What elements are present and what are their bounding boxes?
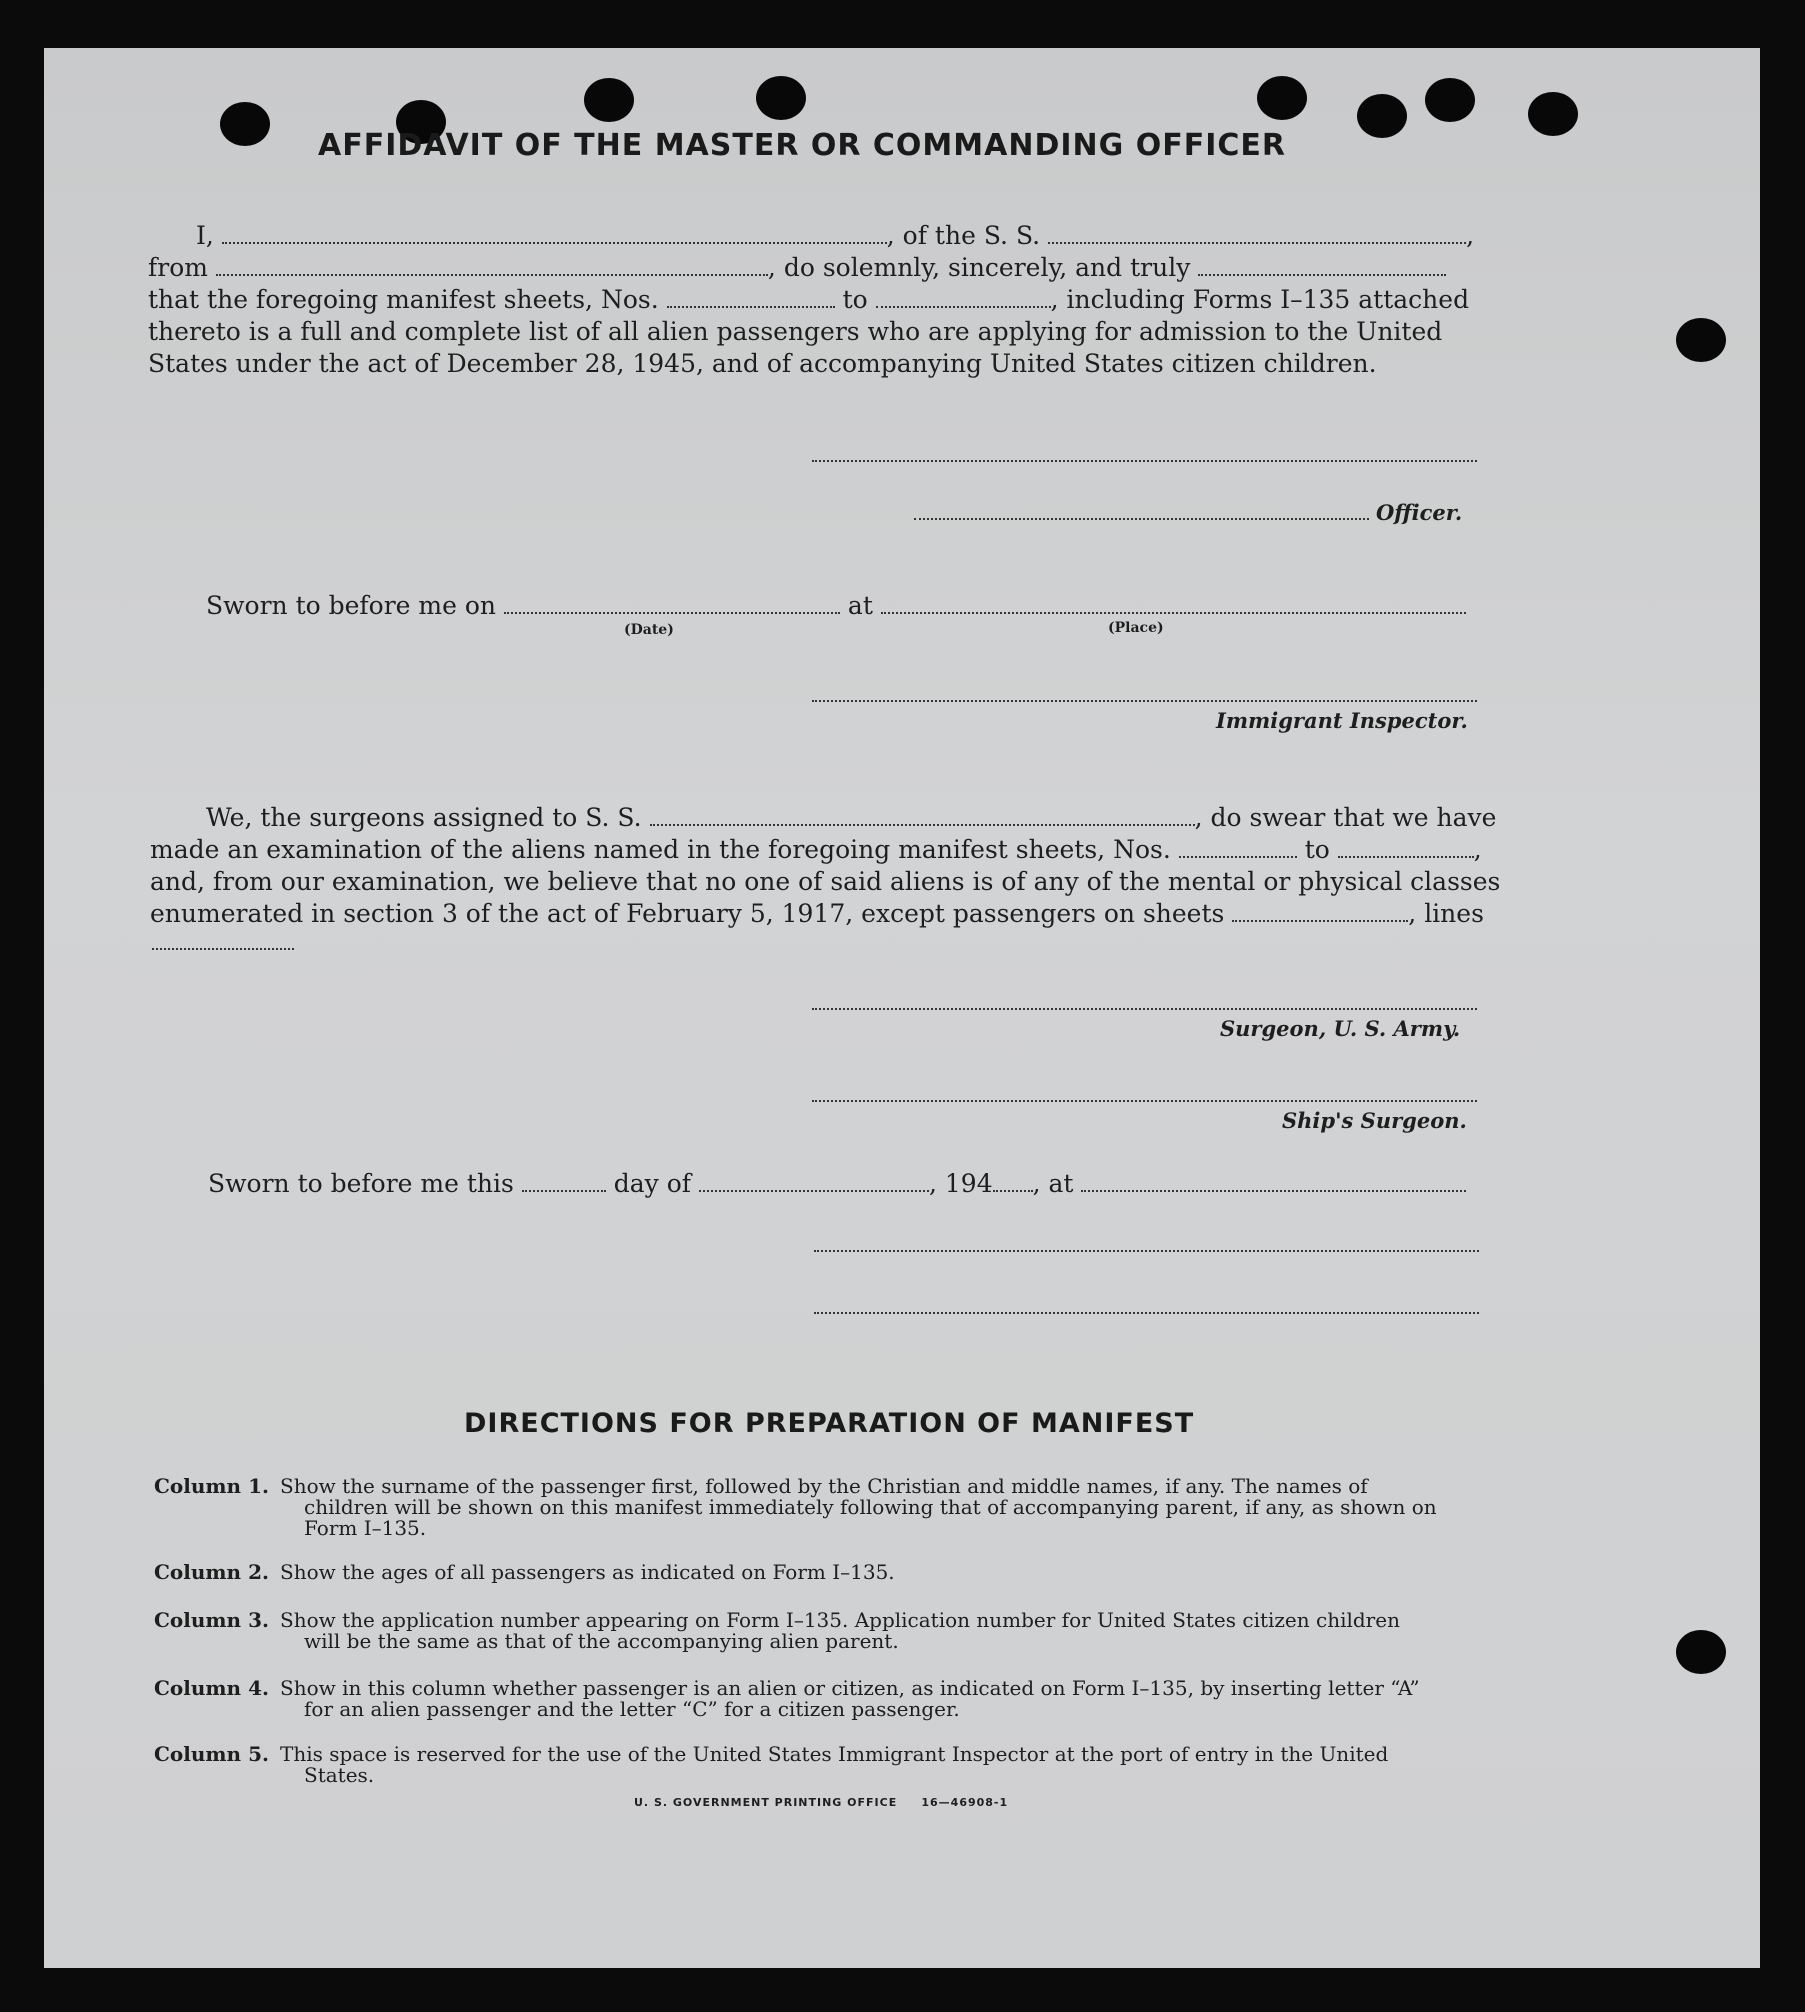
affidavit-title: AFFIDAVIT OF THE MASTER OR COMMANDING OFFICER: [318, 128, 1286, 163]
directions-title: DIRECTIONS FOR PREPARATION OF MANIFEST: [464, 1408, 1195, 1439]
punch-hole: [756, 76, 806, 120]
column-3-text: Show the application number appearing on Form I–135. Application number for United States citizen children will be the same as that of the accompanying alien parent.: [280, 1608, 1400, 1653]
column-4-text: Show in this column whether passenger is an alien or citizen, as indicated on Form I–135, by inserting letter “A” for an alien passenger and the letter “C” for a citizen passenger.: [280, 1676, 1420, 1721]
punch-hole: [1676, 1630, 1726, 1674]
surgeon-ship-blank: [650, 823, 1195, 826]
inspector-caption: Immigrant Inspector.: [1216, 708, 1468, 733]
except-sheets-blank: [1232, 919, 1408, 922]
signature-line: [812, 1100, 1477, 1102]
signature-line: [812, 1008, 1477, 1010]
signature-line: [812, 460, 1477, 462]
location-blank: [1081, 1189, 1466, 1192]
officer-caption: Officer.: [1376, 500, 1463, 525]
affidavit-line-5: States under the act of December 28, 1945, and of accompanying United States citizen children.: [148, 349, 1377, 378]
surgeons-line-4: enumerated in section 3 of the act of February 5, 1917, except passengers on sheets , lines: [150, 899, 1484, 928]
date-caption: (Date): [624, 622, 674, 638]
punch-hole: [1676, 318, 1726, 362]
signature-line: [814, 1312, 1479, 1314]
document-page: [44, 48, 1760, 1968]
punch-hole: [584, 78, 634, 122]
surgeons-line-3: and, from our examination, we believe that no one of said aliens is of any of the mental or physical classes: [150, 867, 1501, 896]
column-2-text: Show the ages of all passengers as indicated on Form I–135.: [280, 1560, 895, 1584]
column-5-label: Column 5.: [154, 1742, 269, 1766]
surgeons-line-1: We, the surgeons assigned to S. S. , do swear that we have: [206, 803, 1497, 832]
sheet-to-blank: [876, 305, 1051, 308]
column-1-label: Column 1.: [154, 1474, 269, 1498]
year-blank: [993, 1189, 1033, 1192]
punch-hole: [1257, 76, 1307, 120]
sheet-from-blank: [667, 305, 835, 308]
column-3-label: Column 3.: [154, 1608, 269, 1632]
surgeons-line-2: made an examination of the aliens named in the foregoing manifest sheets, Nos. to ,: [150, 835, 1482, 864]
signature-line: [812, 700, 1477, 702]
lines-blank: [152, 948, 294, 950]
column-4-label: Column 4.: [154, 1676, 269, 1700]
exam-from-blank: [1179, 855, 1297, 858]
sworn-this-day-line: Sworn to before me this day of , 194 , at: [208, 1168, 1466, 1199]
exam-to-blank: [1338, 855, 1474, 858]
signature-line: [914, 518, 1369, 520]
punch-hole: [1425, 78, 1475, 122]
signature-line: [814, 1250, 1479, 1252]
from-blank: [216, 273, 768, 276]
army-surgeon-caption: Surgeon, U. S. Army.: [1220, 1016, 1461, 1041]
affidavit-line-4: thereto is a full and complete list of all alien passengers who are applying for admission to the United: [148, 317, 1443, 346]
affidavit-line-3: that the foregoing manifest sheets, Nos. to , including Forms I–135 attached: [148, 285, 1470, 314]
punch-hole: [220, 102, 270, 146]
punch-hole: [1357, 94, 1407, 138]
day-blank: [522, 1189, 606, 1192]
place-caption: (Place): [1108, 620, 1164, 636]
column-1-text: Show the surname of the passenger first, followed by the Christian and middle names, if any. The names of children will be shown on this manifest immediately following that of accompanying parent, if any, as shown on Form I–135.: [280, 1474, 1437, 1540]
place-blank: [881, 611, 1466, 614]
ship-surgeon-caption: Ship's Surgeon.: [1282, 1108, 1467, 1133]
punch-hole: [1528, 92, 1578, 136]
affidavit-line-2: from , do solemnly, sincerely, and truly: [148, 252, 1446, 283]
month-blank: [699, 1189, 929, 1192]
swear-blank: [1198, 273, 1446, 276]
ship-blank: [1048, 241, 1466, 244]
affidavit-line-1: I, , of the S. S. ,: [196, 221, 1475, 250]
name-blank: [222, 241, 887, 244]
date-blank: [504, 611, 840, 614]
column-5-text: This space is reserved for the use of the United States Immigrant Inspector at the port of entry in the United States.: [280, 1742, 1389, 1787]
printing-office-footer: U. S. GOVERNMENT PRINTING OFFICE 16—46908-1: [634, 1796, 1009, 1809]
column-2-label: Column 2.: [154, 1560, 269, 1584]
sworn-before-line: Sworn to before me on at: [206, 590, 1466, 621]
